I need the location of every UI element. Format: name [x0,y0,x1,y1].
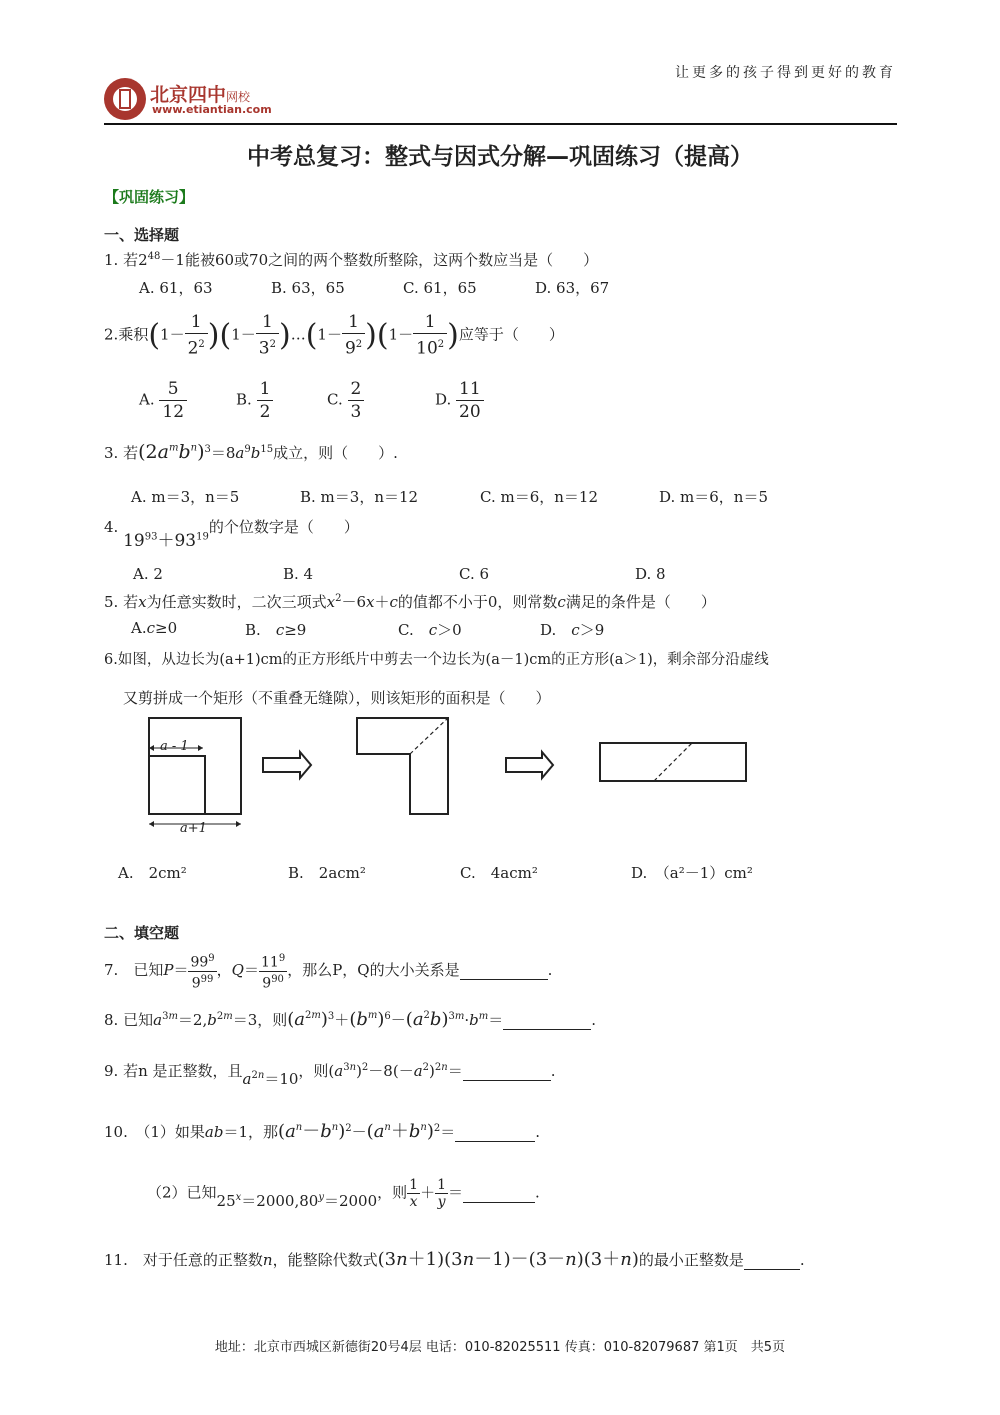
logo-icon [104,78,146,120]
question-6: 6.如图，从边长为(a+1)cm的正方形纸片中剪去一个边长为(a－1)cm的正方形(a＞1)，剩余部分沿虚线 [104,652,769,668]
q6-option-d: D. （a²－1）cm² [631,864,753,882]
q3-option-b: B. m＝3，n＝12 [300,488,419,506]
q4-option-d: D. 8 [635,565,666,583]
q3-option-c: C. m＝6，n＝12 [480,488,598,506]
q3-option-d: D. m＝6，n＝5 [659,488,768,506]
question-3: 3. 若$(2a^mb^n)^3=8a^9b^{15}$成立，则（ ）. [104,441,398,463]
question-8: 8. 已知$a^{3m}=2,b^{2m}=3$，则$(a^{2m})^3+(b^m)^6-(a^2b)^{3m}\cdot b^m=$ . [104,1009,597,1030]
question-4: 4. $19^{93}+93^{19}$的个位数字是（ ） [104,518,359,551]
q6-figure [140,710,760,840]
q5-option-c: C. c＞0 [398,621,462,639]
page-footer: 地址：北京市西城区新德街20号4层 电话：010-82025511 传真：010-82079687 第1页 共5页 [214,1340,786,1355]
question-10-part2: （2）已知$25^x=2000,80^y=2000$，则 $\frac{1}{x}$ ＋ $\frac{1}{y}$ ＝ . [147,1177,540,1210]
q1-option-b: B. 63，65 [271,279,345,297]
q1-option-a: A. 61，63 [139,279,213,297]
page-title: 中考总复习：整式与因式分解—巩固练习（提高） [247,144,753,170]
q4-option-a: A. 2 [133,565,163,583]
question-6-line2: 又剪拼成一个矩形（不重叠无缝隙），则该矩形的面积是（ ） [123,689,551,707]
q5-option-a: A.c≥0 [131,619,178,637]
q6-option-a: A. 2cm² [118,864,187,882]
section-heading-choice: 一、选择题 [104,226,180,244]
q6-option-c: C. 4acm² [460,864,538,882]
q2-option-c: C. $\frac{2}{3}$ [327,378,364,423]
question-7: 7. 已知P＝ $\frac{99^9}{9^{99}}$ ，Q＝ $\frac{11^9}{9^{90}}$ ，那么P，Q的大小关系是 . [104,953,553,992]
q4-option-b: B. 4 [283,565,314,583]
section-heading-fill: 二、填空题 [104,924,180,942]
label-a-plus-1: a+1 [180,821,207,836]
header-divider [104,123,897,125]
q1-option-c: C. 61，65 [403,279,477,297]
q2-option-d: D. $\frac{11}{20}$ [435,378,484,423]
question-9: 9. 若n 是正整数，且$a^{2n}=10$，则$(a^{3n})^2-8(-a^2)^{2n}=$ . [104,1062,556,1088]
q5-option-d: D. c＞9 [540,621,605,639]
question-2: 2.乘积(1－ $\frac{1}{2^2}$ )(1－ $\frac{1}{3^2}$ )…(1－ $\frac{1}{9^2}$ )(1－ $\frac{1}{10^2}$ )应等于（ ） [104,312,564,359]
logo-url: www.etiantian.com [152,103,272,116]
q2-option-b: B. $\frac{1}{2}$ [236,378,273,423]
label-a-minus-1: a - 1 [160,739,189,754]
header-slogan: 让更多的孩子得到更好的教育 [675,65,896,81]
q6-option-b: B. 2acm² [288,864,366,882]
q4-option-c: C. 6 [459,565,490,583]
logo-name: 北京四中网校 [150,84,251,106]
section-label: 【巩固练习】 [104,188,195,206]
q2-option-a: A. $\frac{5}{12}$ [139,378,187,423]
q5-option-b: B. c≥9 [245,621,307,639]
question-5: 5. 若x为任意实数时，二次三项式$x^2-6x+c$的值都不小于0，则常数c满足的条件是（ ） [104,593,716,611]
question-10-part1: 10. （1）如果ab＝1，那$(a^n-b^n)^2-(a^n+b^n)^2=$ . [104,1121,541,1142]
question-1: 1. 若$2^{48}-1$能被60或70之间的两个整数所整除，这两个数应当是（ ） [104,251,599,269]
q3-option-a: A. m＝3，n＝5 [131,488,240,506]
q1-option-d: D. 63，67 [535,279,610,297]
question-11: 11. 对于任意的正整数n，能整除代数式(3n＋1)(3n－1)－(3－n)(3＋n)的最小正整数是 . [104,1249,805,1270]
